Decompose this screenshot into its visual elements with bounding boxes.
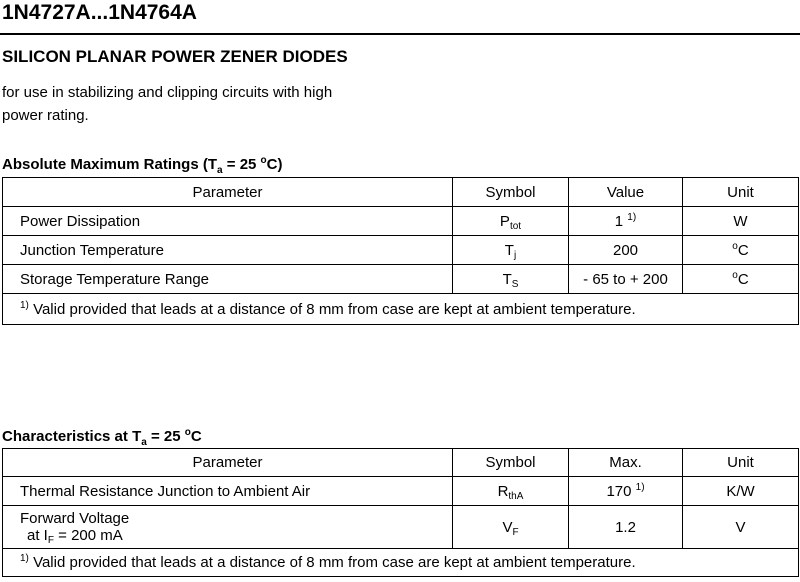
title-rule (0, 33, 800, 35)
characteristics-heading: Characteristics at $T_a = 25$ $^o$C (2, 427, 202, 448)
row-unit: W (683, 207, 799, 236)
header-parameter: Parameter (3, 178, 453, 207)
row-parameter (3, 506, 453, 549)
row-unit: $^o$C (683, 236, 799, 265)
table-row (3, 236, 799, 265)
row-unit: V (683, 506, 799, 549)
footnote-row (3, 294, 799, 325)
absolute-max-heading: Absolute Maximum Ratings ($T_a = 25$ $^o$C) (2, 155, 283, 176)
description-line-1: for use in stabilizing and clipping circuits with high (2, 84, 333, 101)
row-value: 200 (569, 236, 683, 265)
row-symbol: $R_{thA}$ (453, 477, 569, 506)
header-symbol: Symbol (453, 178, 569, 207)
row-parameter: Junction Temperature (3, 236, 453, 265)
row-parameter: Thermal Resistance Junction to Ambient Air (3, 477, 453, 506)
row-value: 1 $^{1)}$ (569, 207, 683, 236)
header-unit: Unit (683, 449, 799, 477)
footnote-row (3, 549, 799, 577)
row-value: - 65 to + 200 (569, 265, 683, 294)
header-parameter: Parameter (3, 449, 453, 477)
row-symbol: $T_j$ (453, 236, 569, 265)
row-symbol: $V_F$ (453, 506, 569, 549)
forward-voltage-label: Forward Voltage (20, 510, 130, 527)
document-description (2, 81, 402, 127)
row-unit: K/W (683, 477, 799, 506)
document-title: 1N4727A...1N4764A (2, 1, 197, 24)
row-unit: $^o$C (683, 265, 799, 294)
description-line-2: power rating. (2, 107, 89, 124)
table-row (3, 207, 799, 236)
document-subtitle: SILICON PLANAR POWER ZENER DIODES (2, 47, 348, 66)
table-row (3, 506, 799, 549)
table-header-row (3, 449, 799, 477)
header-value: Value (569, 178, 683, 207)
row-parameter: Storage Temperature Range (3, 265, 453, 294)
row-parameter: Power Dissipation (3, 207, 453, 236)
table-row (3, 477, 799, 506)
forward-current-condition: at $I_F = 200$ mA (27, 527, 123, 546)
footnote: $^{1)}$ Valid provided that leads at a distance of 8 mm from case are kept at ambient temperature. (3, 549, 799, 577)
characteristics-table (2, 448, 799, 577)
header-max: Max. (569, 449, 683, 477)
row-symbol: $T_S$ (453, 265, 569, 294)
footnote: $^{1)}$ Valid provided that leads at a distance of 8 mm from case are kept at ambient temperature. (3, 294, 799, 325)
table-row (3, 265, 799, 294)
table-header-row (3, 178, 799, 207)
row-value: 170 $^{1)}$ (569, 477, 683, 506)
header-unit: Unit (683, 178, 799, 207)
row-value: 1.2 (569, 506, 683, 549)
header-symbol: Symbol (453, 449, 569, 477)
row-symbol: $P_{tot}$ (453, 207, 569, 236)
absolute-max-table (2, 177, 799, 325)
